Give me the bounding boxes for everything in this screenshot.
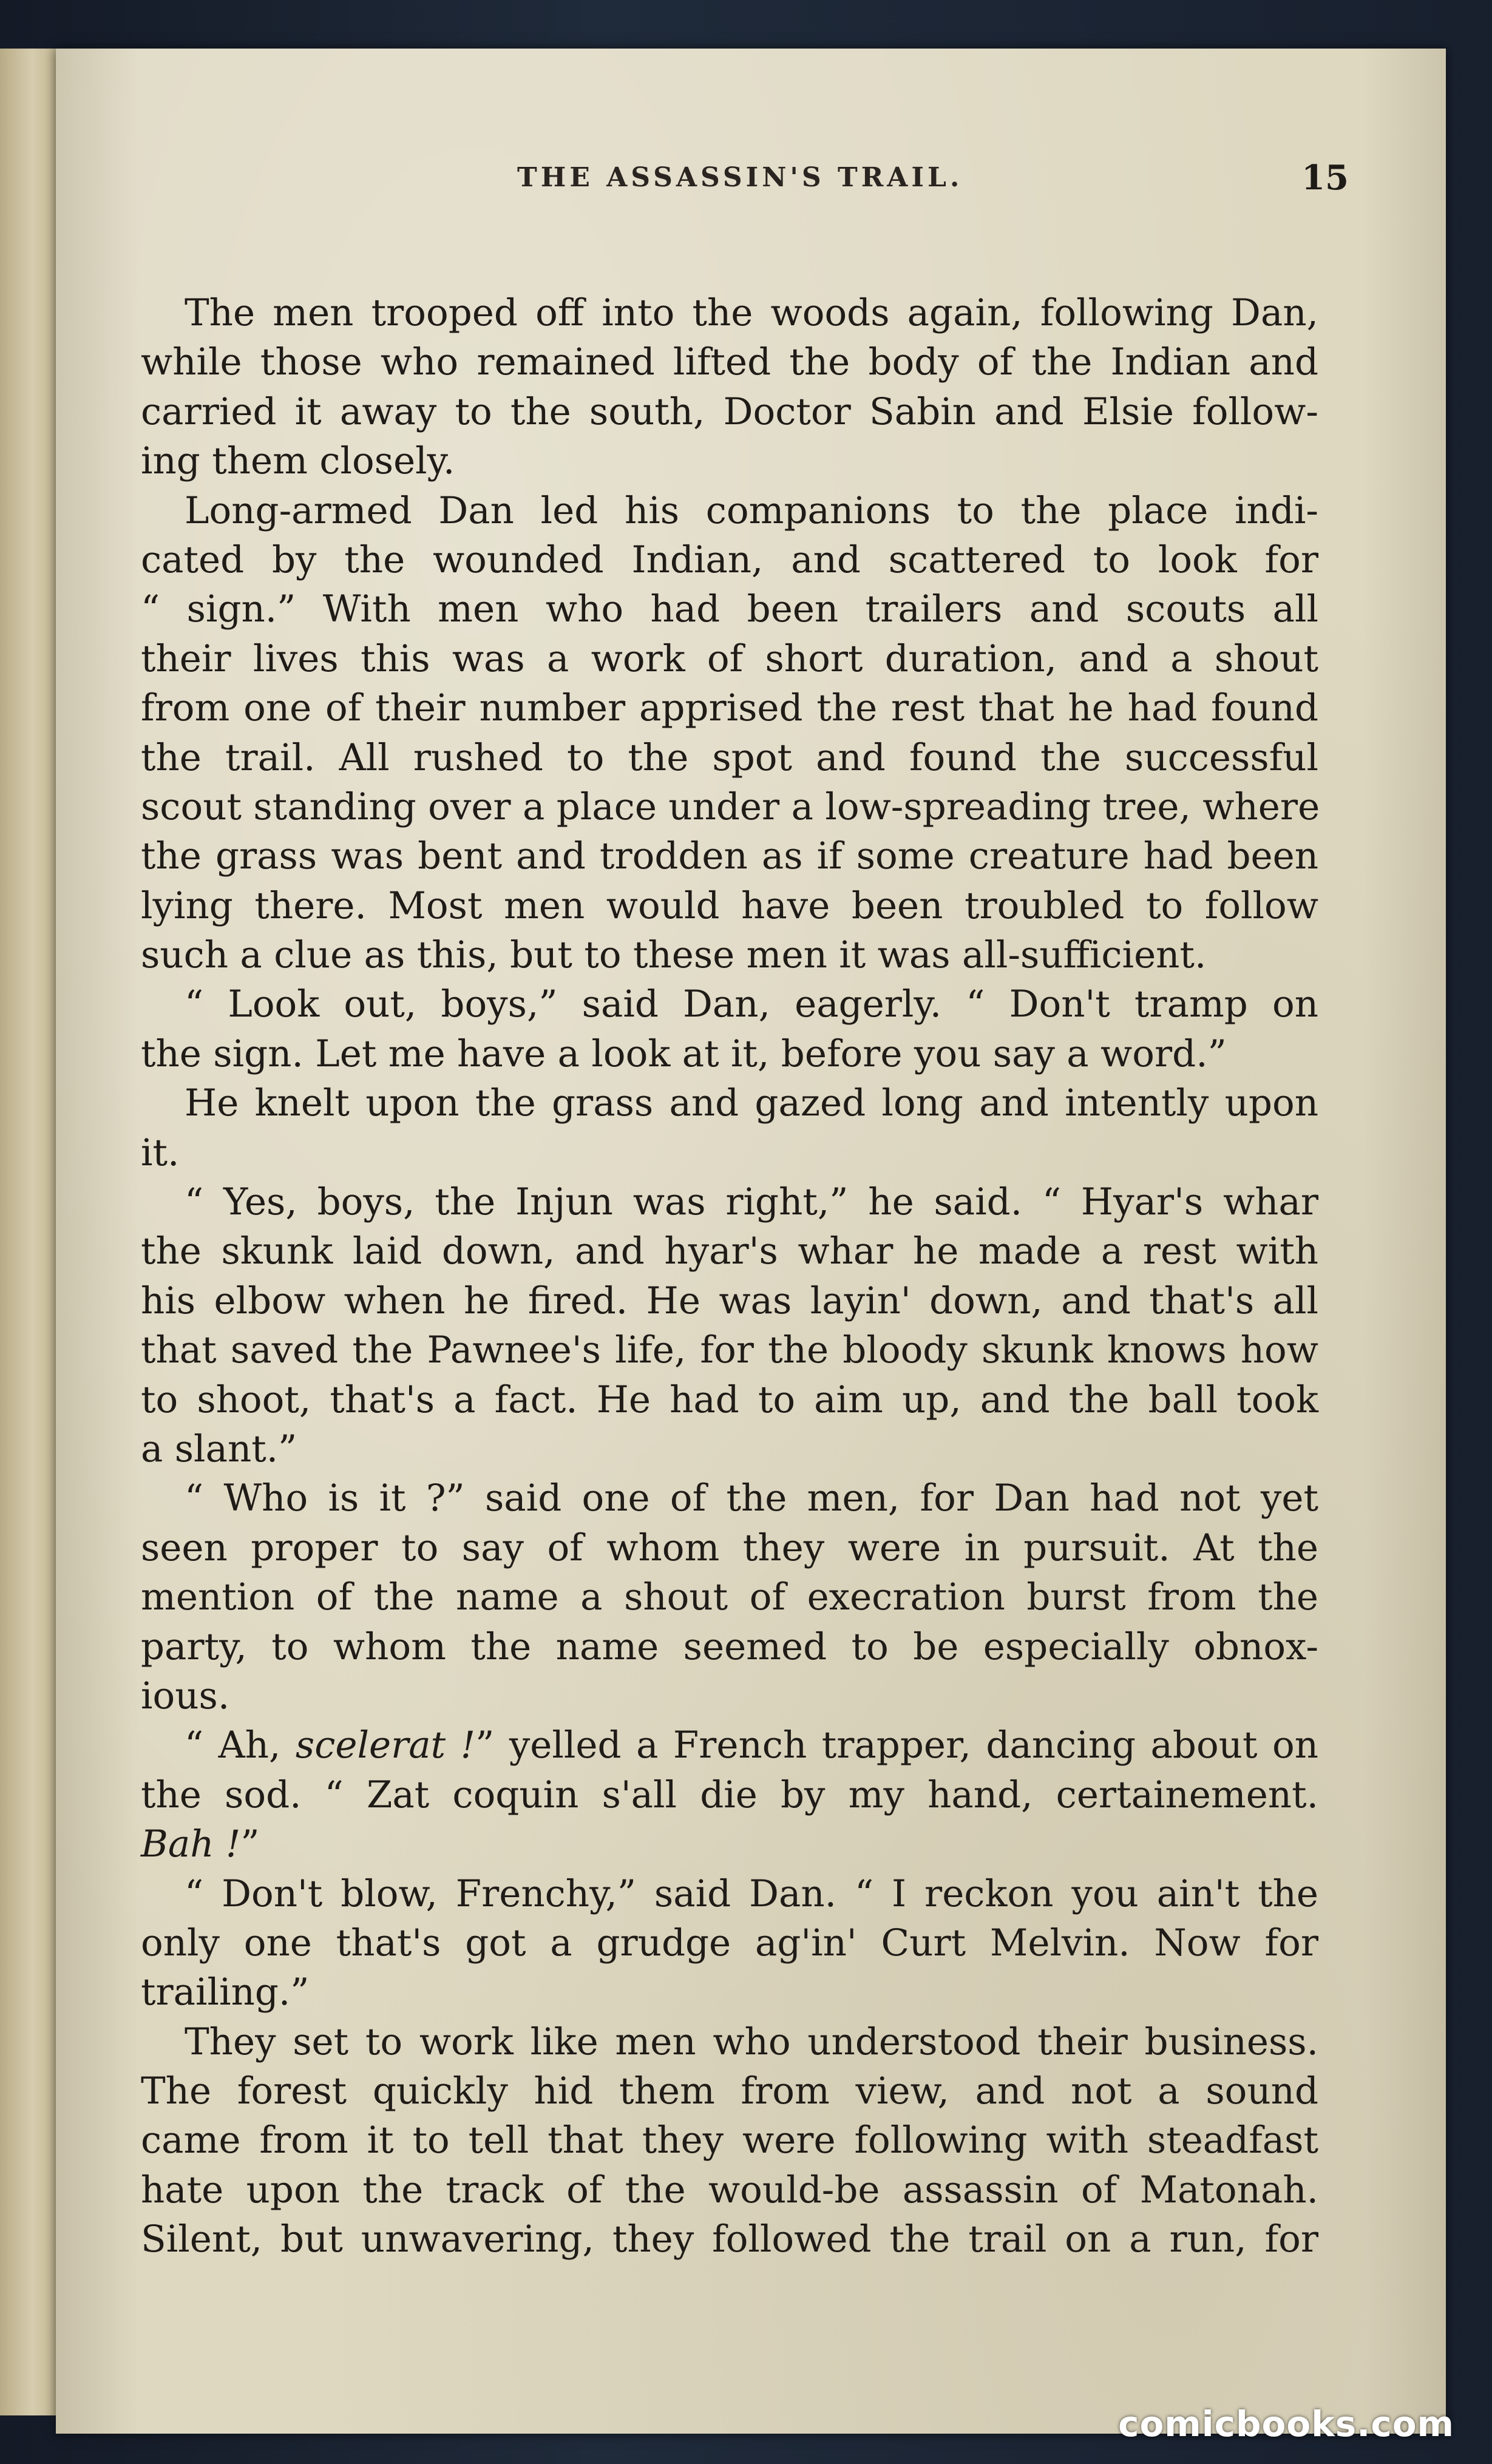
page-number: 15 bbox=[1301, 158, 1349, 198]
italic-word: scelerat ! bbox=[295, 1724, 476, 1767]
text-line: lying there. Most men would have been troubled to follow bbox=[141, 884, 1318, 927]
text-line: came from it to tell that they were following with steadfast bbox=[141, 2119, 1318, 2162]
text-line: He knelt upon the grass and gazed long and intently upon bbox=[185, 1081, 1318, 1125]
text-line: carried it away to the south, Doctor Sabin and Elsie follow- bbox=[141, 390, 1318, 433]
text-line: while those who remained lifted the body of the Indian and bbox=[141, 340, 1318, 384]
text-line: such a clue as this, but to these men it was all-sufficient. bbox=[141, 933, 1207, 977]
text-line: party, to whom the name seemed to be especially obnox- bbox=[141, 1625, 1318, 1668]
running-title: THE ASSASSIN'S TRAIL. bbox=[517, 162, 963, 193]
text-line: the sod. “ Zat coquin s'all die by my hand, certainement. bbox=[141, 1773, 1318, 1816]
text-line: the sign. Let me have a look at it, before you say a word.” bbox=[141, 1032, 1227, 1075]
text-line: the trail. All rushed to the spot and found the successful bbox=[141, 736, 1318, 779]
text-line: scout standing over a place under a low-spreading tree, where bbox=[141, 785, 1320, 828]
text-line: The forest quickly hid them from view, and not a sound bbox=[141, 2070, 1318, 2113]
text-line: Long-armed Dan led his companions to the place indi- bbox=[185, 489, 1318, 532]
italic-word: Bah ! bbox=[141, 1823, 241, 1866]
text-line: from one of their number apprised the rest that he had found bbox=[141, 686, 1318, 730]
text-line: Bah !” bbox=[141, 1823, 260, 1866]
watermark: comicbooks.com bbox=[1118, 2403, 1454, 2445]
book-page bbox=[56, 49, 1446, 2434]
text-line: the grass was bent and trodden as if some creature had been bbox=[141, 834, 1318, 878]
text-line: Silent, but unwavering, they followed the trail on a run, for bbox=[141, 2218, 1318, 2261]
text-line: ing them closely. bbox=[141, 439, 455, 483]
text-line: his elbow when he fired. He was layin' down, and that's all bbox=[141, 1279, 1318, 1322]
text-line: their lives this was a work of short duration, and a shout bbox=[141, 637, 1318, 680]
text-line: “ sign.” With men who had been trailers and scouts all bbox=[141, 587, 1318, 631]
text-line: “ Who is it ?” said one of the men, for Dan had not yet bbox=[185, 1477, 1318, 1520]
text-line: “ Yes, boys, the Injun was right,” he said. “ Hyar's whar bbox=[185, 1180, 1318, 1224]
text-line: They set to work like men who understood their business. bbox=[185, 2020, 1318, 2063]
text-line: seen proper to say of whom they were in pursuit. At the bbox=[141, 1526, 1318, 1569]
body-text bbox=[141, 288, 1318, 2264]
text-line: to shoot, that's a fact. He had to aim up, and the ball took bbox=[141, 1378, 1318, 1421]
text-line: trailing.” bbox=[141, 1971, 310, 2014]
text-line: “ Don't blow, Frenchy,” said Dan. “ I reckon you ain't the bbox=[185, 1872, 1318, 1915]
text-line: “ Ah, scelerat !” yelled a French trapper, dancing about on bbox=[185, 1724, 1318, 1767]
running-head bbox=[56, 157, 1446, 199]
text-line: ious. bbox=[141, 1674, 230, 1718]
text-line: mention of the name a shout of execration burst from the bbox=[141, 1576, 1318, 1619]
text-line: hate upon the track of the would-be assassin of Matonah. bbox=[141, 2168, 1318, 2212]
facing-page-edge bbox=[0, 49, 60, 2415]
text-line: that saved the Pawnee's life, for the bloody skunk knows how bbox=[141, 1328, 1318, 1372]
text-line: The men trooped off into the woods again, following Dan, bbox=[185, 291, 1318, 334]
text-line: “ Look out, boys,” said Dan, eagerly. “ Don't tramp on bbox=[185, 983, 1318, 1026]
text-line: the skunk laid down, and hyar's whar he made a rest with bbox=[141, 1230, 1318, 1273]
text-line: a slant.” bbox=[141, 1427, 297, 1471]
text-line: cated by the wounded Indian, and scattered to look for bbox=[141, 538, 1318, 581]
text-line: only one that's got a grudge ag'in' Curt Melvin. Now for bbox=[141, 1921, 1318, 1965]
text-line: it. bbox=[141, 1131, 180, 1174]
